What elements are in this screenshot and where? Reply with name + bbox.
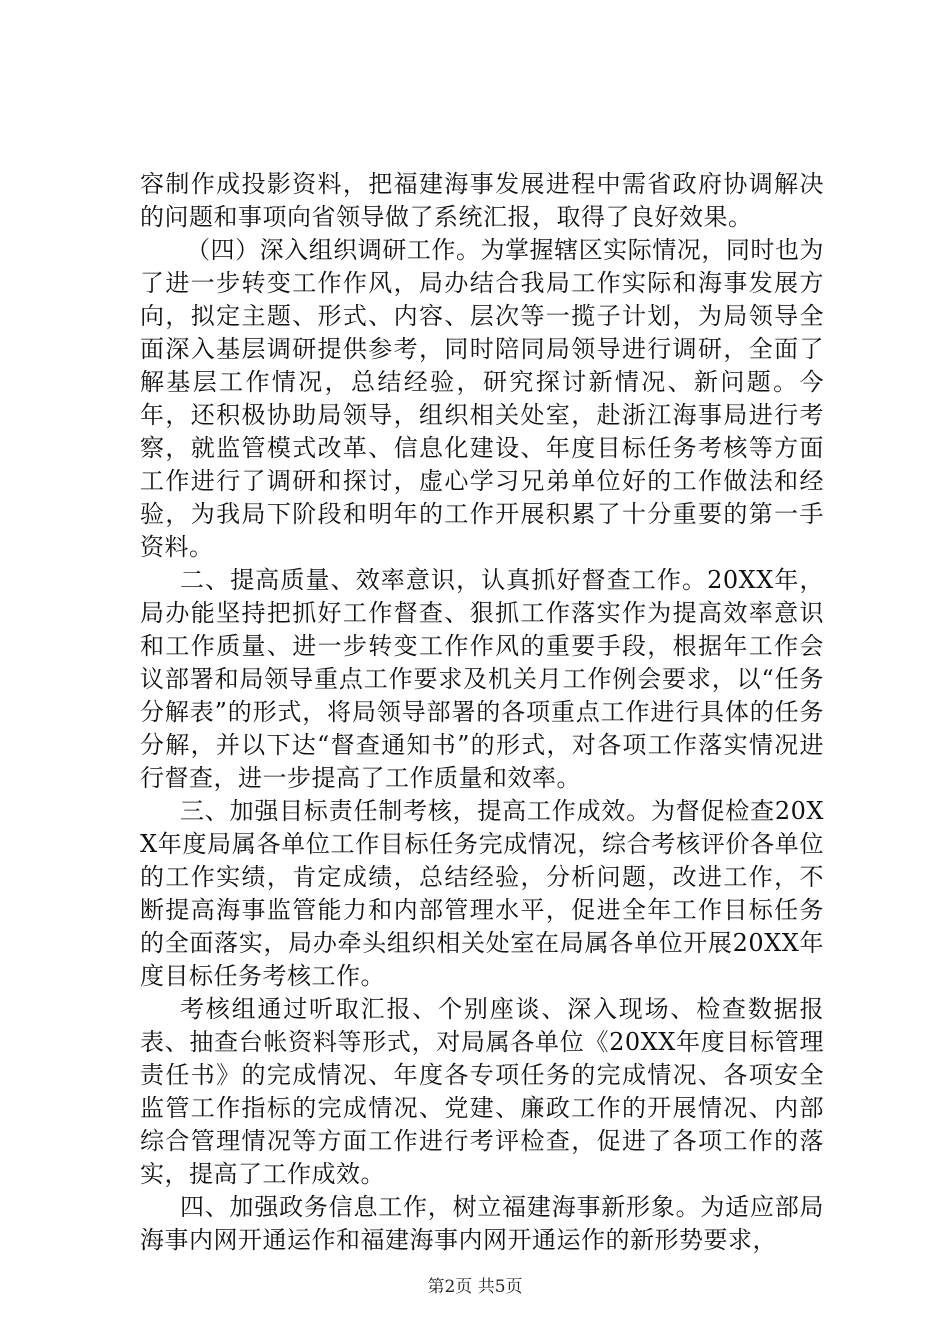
paragraph-continuation: 容制作成投影资料，把福建海事发展进程中需省政府协调解决的问题和事项向省领导做了系统汇报，取得了良好效果。 bbox=[140, 170, 824, 231]
paragraph-assessment-team: 考核组通过听取汇报、个别座谈、深入现场、检查数据报表、抽查台帐资料等形式，对局属各单位《20XX年度目标管理责任书》的完成情况、年度各专项任务的完成情况、各项安全监管工作指标的完成情况、党建、廉政工作的开展情况、内部综合管理情况等方面工作进行考评检查，促进了各项工作的落实，提高了工作成效。 bbox=[140, 995, 824, 1188]
document-body bbox=[140, 168, 824, 1257]
paragraph-target-assessment: 三、加强目标责任制考核，提高工作成效。为督促检查20XX年度局属各单位工作目标任务完成情况，综合考核评价各单位的工作实绩，肯定成绩，总结经验，分析问题，改进工作，不断提高海事监管能力和内部管理水平，促进全年工作目标任务的全面落实，局办牵头组织相关处室在局属各单位开展20XX年度目标任务考核工作。 bbox=[140, 797, 824, 990]
paragraph-research-work: （四）深入组织调研工作。为掌握辖区实际情况，同时也为了进一步转变工作作风，局办结合我局工作实际和海事发展方向，拟定主题、形式、内容、层次等一揽子计划，为局领导全面深入基层调研提供参考，同时陪同局领导进行调研，全面了解基层工作情况，总结经验，研究探讨新情况、新问题。今年，还积极协助局领导，组织相关处室，赴浙江海事局进行考察，就监管模式改革、信息化建设、年度目标任务考核等方面工作进行了调研和探讨，虚心学习兄弟单位好的工作做法和经验，为我局下阶段和明年的工作开展积累了十分重要的第一手资料。 bbox=[140, 236, 824, 561]
page-number-footer: 第2页 共5页 bbox=[427, 1277, 523, 1297]
paragraph-supervision-work: 二、提高质量、效率意识，认真抓好督查工作。20XX年，局办能坚持把抓好工作督查、狠抓工作落实作为提高效率意识和工作质量、进一步转变工作作风的重要手段，根据年工作会议部署和局领导重点工作要求及机关月工作例会要求，以“任务分解表”的形式，将局领导部署的各项重点工作进行具体的任务分解，并以下达“督查通知书”的形式，对各项工作落实情况进行督查，进一步提高了工作质量和效率。 bbox=[140, 566, 824, 792]
paragraph-government-info: 四、加强政务信息工作，树立福建海事新形象。为适应部局海事内网开通运作和福建海事内网开通运作的新形势要求， bbox=[140, 1193, 824, 1254]
